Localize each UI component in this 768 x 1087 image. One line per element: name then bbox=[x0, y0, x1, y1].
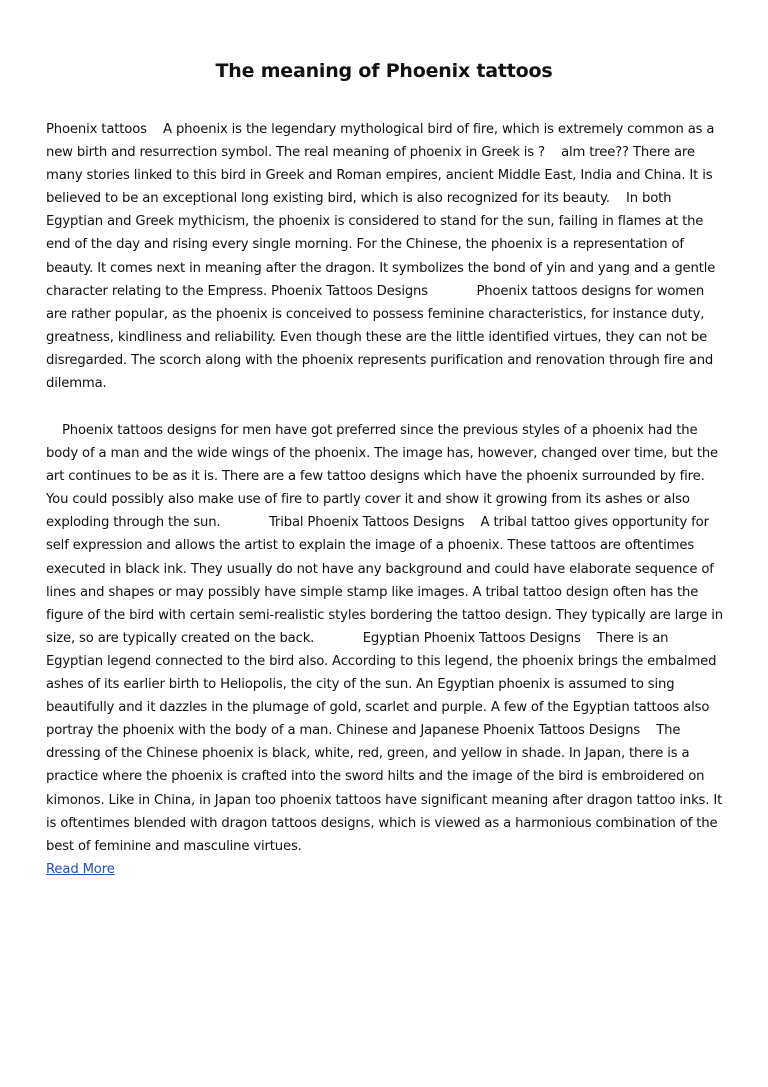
read-more-link[interactable]: Read More bbox=[46, 861, 115, 877]
intro-paragraph: Phoenix tattoos A phoenix is the legendary mythological bird of fire, which is extremely common as a new birth and resurrection symbol. The real meaning of phoenix in Greek is ? alm tree?? There are many stories linked to this bird in Greek and Roman empires, ancient Middle East, India and China. It is believed to be an exceptional long existing bird, which is also recognized for its beauty. In both Egyptian and Greek mythicism, the phoenix is considered to stand for the sun, failing in flames at the end of the day and rising every single morning. For the Chinese, the phoenix is a representation of beauty. It comes next in meaning after the dragon. It symbolizes the bond of yin and yang and a gentle character relating to the Empress. Phoenix Tattoos Designs Phoenix tattoos designs for women are rather popular, as the phoenix is conceived to possess feminine characteristics, for instance duty, greatness, kindliness and reliability. Even though these are the little identified virtues, they can not be disregarded. The scorch along with the phoenix represents purification and renovation through fire and dilemma. bbox=[46, 122, 720, 392]
body-paragraph-text: Phoenix tattoos designs for men have got preferred since the previous styles of a phoenix had the body of a man and the wide wings of the phoenix. The image has, however, changed over time, but the art continues to be as it is. There are a few tattoo designs which have the phoenix surrounded by fire. You could possibly also make use of fire to partly cover it and show it growing from its ashes or also exploding through the sun. Tribal Phoenix Tattoos Designs A tribal tattoo gives opportunity for self expression and allows the artist to explain the image of a phoenix. These tattoos are oftentimes executed in black ink. They usually do not have any background and could have elaborate sequence of lines and shapes or may possibly have simple stamp like images. A tribal tattoo design often has the figure of the bird with certain semi-realistic styles bordering the tattoo design. They typically are large in size, so are typically created on the back. Egyptian Phoenix Tattoos Designs There is an Egyptian legend connected to the bird also. According to this legend, the phoenix brings the embalmed ashes of its earlier birth to Heliopolis, the city of the sun. An Egyptian phoenix is assumed to sing beautifully and it dazzles in the plumage of gold, scarlet and purple. A few of the Egyptian tattoos also portray the phoenix with the body of a man. Chinese and Japanese Phoenix Tattoos Designs The dressing of the Chinese phoenix is black, white, red, green, and yellow in shade. In Japan, there is a practice where the phoenix is crafted into the sword hilts and the image of the bird is embroidered on kimonos. Like in China, in Japan too phoenix tattoos have significant meaning after dragon tattoo inks. It is oftentimes blended with dragon tattoos designs, which is viewed as a harmonious combination of the best of feminine and masculine virtues. bbox=[46, 423, 728, 854]
body-paragraph bbox=[46, 419, 726, 881]
page-title: The meaning of Phoenix tattoos bbox=[215, 60, 553, 82]
